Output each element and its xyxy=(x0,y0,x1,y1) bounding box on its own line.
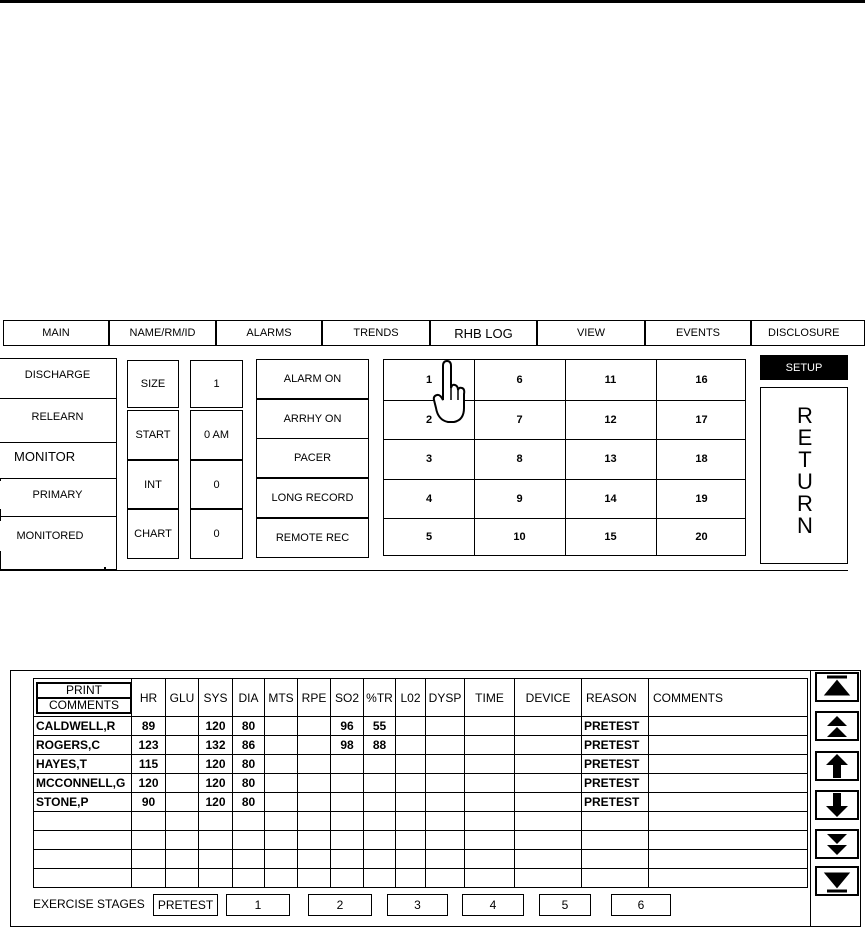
table-cell[interactable] xyxy=(364,831,396,850)
table-cell[interactable] xyxy=(331,812,364,831)
table-cell[interactable]: 96 xyxy=(331,717,364,736)
table-row[interactable] xyxy=(34,736,808,755)
table-cell[interactable] xyxy=(649,869,808,888)
table-cell[interactable] xyxy=(426,850,465,869)
table-cell[interactable] xyxy=(199,850,233,869)
table-cell[interactable] xyxy=(515,850,582,869)
column-header-dia[interactable]: DIA xyxy=(233,679,265,717)
return-letter: T xyxy=(798,447,812,472)
table-cell[interactable]: 132 xyxy=(199,736,233,755)
table-cell[interactable] xyxy=(364,812,396,831)
panel-bottom-rule xyxy=(0,570,848,571)
table-cell[interactable] xyxy=(364,850,396,869)
table-cell[interactable] xyxy=(465,793,515,812)
table-cell[interactable] xyxy=(426,831,465,850)
start-label: START xyxy=(127,410,179,460)
size-label: SIZE xyxy=(127,360,179,408)
table-cell[interactable] xyxy=(233,831,265,850)
pointing-hand-icon xyxy=(430,356,466,426)
table-cell[interactable] xyxy=(233,812,265,831)
table-cell[interactable] xyxy=(265,812,298,831)
bed-7-button[interactable]: 7 xyxy=(516,413,523,426)
table-cell[interactable] xyxy=(331,831,364,850)
page-down-icon xyxy=(819,829,855,859)
table-cell[interactable]: 55 xyxy=(364,717,396,736)
table-row[interactable] xyxy=(34,869,808,888)
table-cell[interactable] xyxy=(298,736,331,755)
print-comments-cell xyxy=(34,679,132,717)
table-cell[interactable] xyxy=(465,736,515,755)
table-cell[interactable] xyxy=(132,812,166,831)
table-cell[interactable] xyxy=(515,774,582,793)
bed-19-button[interactable]: 19 xyxy=(695,492,708,505)
table-row[interactable] xyxy=(34,850,808,869)
bed-16-button[interactable]: 16 xyxy=(695,374,708,386)
return-letter: R xyxy=(797,491,813,516)
table-cell[interactable] xyxy=(649,717,808,736)
table-cell[interactable]: 123 xyxy=(132,736,166,755)
table-cell[interactable] xyxy=(582,869,649,888)
table-cell[interactable]: PRETEST xyxy=(582,793,649,812)
column-header-time[interactable]: TIME xyxy=(465,679,515,717)
table-cell[interactable]: 90 xyxy=(132,793,166,812)
page-up-button[interactable] xyxy=(815,711,859,741)
table-cell[interactable]: 120 xyxy=(199,793,233,812)
stage-1-button[interactable]: 1 xyxy=(226,894,290,916)
left-button-panel xyxy=(0,358,117,570)
arrhy-on-button[interactable]: ARRHY ON xyxy=(256,399,369,439)
patient-name-cell[interactable] xyxy=(34,812,132,831)
start-value-field[interactable]: 0 AM xyxy=(190,410,243,460)
table-cell[interactable] xyxy=(265,869,298,888)
table-cell[interactable] xyxy=(298,755,331,774)
scroll-top-icon xyxy=(819,672,855,702)
table-cell[interactable] xyxy=(298,831,331,850)
table-cell[interactable]: PRETEST xyxy=(582,736,649,755)
table-cell[interactable] xyxy=(426,774,465,793)
table-cell[interactable] xyxy=(515,793,582,812)
table-cell[interactable] xyxy=(396,869,426,888)
table-cell[interactable]: 120 xyxy=(132,774,166,793)
table-cell[interactable] xyxy=(396,736,426,755)
table-cell[interactable] xyxy=(132,850,166,869)
tab-alarms[interactable]: ALARMS xyxy=(216,320,322,346)
comments-label: COMMENTS xyxy=(38,697,130,712)
table-cell[interactable]: 98 xyxy=(331,736,364,755)
table-cell[interactable] xyxy=(265,793,298,812)
patient-name-cell[interactable]: CALDWELL,R xyxy=(34,717,132,736)
table-cell[interactable] xyxy=(465,812,515,831)
table-cell[interactable] xyxy=(364,774,396,793)
table-cell[interactable] xyxy=(265,736,298,755)
table-cell[interactable] xyxy=(465,850,515,869)
bed-1-button[interactable]: 1 xyxy=(425,374,433,386)
scroll-divider xyxy=(810,670,811,927)
table-cell[interactable] xyxy=(649,831,808,850)
top-rule xyxy=(0,0,865,3)
stage-pretest-button[interactable]: PRETEST xyxy=(153,894,218,916)
table-cell[interactable] xyxy=(233,850,265,869)
column-header-hr[interactable]: HR xyxy=(132,679,166,717)
table-cell[interactable] xyxy=(331,850,364,869)
table-cell[interactable]: 80 xyxy=(233,774,265,793)
table-cell[interactable] xyxy=(426,812,465,831)
table-cell[interactable] xyxy=(233,869,265,888)
column-header-dysp[interactable]: DYSP xyxy=(426,679,465,717)
page-up-icon xyxy=(819,711,855,741)
bed-15-button[interactable]: 15 xyxy=(604,531,617,543)
bed-14-button[interactable]: 14 xyxy=(604,492,617,505)
table-cell[interactable] xyxy=(166,717,199,736)
table-cell[interactable] xyxy=(426,717,465,736)
tab-view[interactable]: VIEW xyxy=(537,320,645,346)
table-cell[interactable] xyxy=(515,717,582,736)
table-cell[interactable] xyxy=(515,831,582,850)
table-cell[interactable] xyxy=(298,793,331,812)
table-cell[interactable] xyxy=(265,755,298,774)
table-cell[interactable]: 120 xyxy=(199,755,233,774)
bed-13-button[interactable]: 13 xyxy=(604,453,617,465)
bed-9-button[interactable]: 9 xyxy=(516,492,523,505)
monitor-status: MONITOR xyxy=(14,445,94,467)
return-button[interactable] xyxy=(760,387,848,564)
table-cell[interactable] xyxy=(364,793,396,812)
return-letter: E xyxy=(797,425,813,450)
patient-name-cell[interactable]: STONE,P xyxy=(34,793,132,812)
setup-button[interactable]: SETUP xyxy=(760,355,848,380)
table-cell[interactable] xyxy=(166,736,199,755)
column-header-glu[interactable]: GLU xyxy=(166,679,199,717)
table-cell[interactable] xyxy=(166,850,199,869)
int-value-field[interactable]: 0 xyxy=(190,460,243,509)
stage-3-button[interactable]: 3 xyxy=(387,894,448,916)
scroll-bottom-icon xyxy=(819,866,855,896)
bed-17-button[interactable]: 17 xyxy=(695,413,708,426)
table-cell[interactable] xyxy=(199,869,233,888)
table-cell[interactable] xyxy=(396,717,426,736)
stage-2-button[interactable]: 2 xyxy=(308,894,372,916)
bed-18-button[interactable]: 18 xyxy=(695,453,708,465)
table-row[interactable] xyxy=(34,717,808,736)
table-row[interactable] xyxy=(34,774,808,793)
line-down-icon xyxy=(819,790,855,820)
tab-disclosure[interactable]: DISCLOSURE xyxy=(751,320,865,346)
dot xyxy=(104,567,106,569)
table-cell[interactable] xyxy=(396,793,426,812)
table-cell[interactable] xyxy=(426,755,465,774)
table-cell[interactable] xyxy=(166,793,199,812)
column-header-so2[interactable]: SO2 xyxy=(331,679,364,717)
column-header-l02[interactable]: L02 xyxy=(396,679,426,717)
table-cell[interactable]: 80 xyxy=(233,793,265,812)
chart-value-field[interactable]: 0 xyxy=(190,509,243,559)
table-cell[interactable] xyxy=(426,793,465,812)
table-cell[interactable] xyxy=(396,831,426,850)
table-cell[interactable] xyxy=(132,831,166,850)
table-cell[interactable] xyxy=(364,755,396,774)
table-cell[interactable] xyxy=(465,774,515,793)
table-cell[interactable] xyxy=(649,755,808,774)
scroll-top-button[interactable] xyxy=(815,672,859,702)
tab-events[interactable]: EVENTS xyxy=(645,320,751,346)
table-cell[interactable] xyxy=(166,774,199,793)
table-cell[interactable] xyxy=(515,869,582,888)
column-header-comments[interactable]: COMMENTS xyxy=(649,679,808,717)
table-cell[interactable] xyxy=(265,831,298,850)
table-cell[interactable] xyxy=(649,812,808,831)
table-cell[interactable] xyxy=(396,850,426,869)
table-cell[interactable]: 120 xyxy=(199,774,233,793)
table-cell[interactable] xyxy=(199,812,233,831)
tab-trends[interactable]: TRENDS xyxy=(322,320,430,346)
table-cell[interactable] xyxy=(265,774,298,793)
table-cell[interactable] xyxy=(582,831,649,850)
bed-20-button[interactable]: 20 xyxy=(695,531,708,543)
table-cell[interactable] xyxy=(265,850,298,869)
table-cell[interactable]: 80 xyxy=(233,755,265,774)
table-cell[interactable] xyxy=(265,717,298,736)
column-header-rpe[interactable]: RPE xyxy=(298,679,331,717)
table-cell[interactable] xyxy=(199,831,233,850)
table-cell[interactable] xyxy=(298,774,331,793)
tab-main[interactable]: MAIN xyxy=(3,320,109,346)
table-cell[interactable] xyxy=(465,755,515,774)
stage-4-button[interactable]: 4 xyxy=(462,894,524,916)
discharge-button[interactable]: DISCHARGE xyxy=(0,360,115,390)
table-cell[interactable] xyxy=(426,736,465,755)
scroll-bottom-button[interactable] xyxy=(815,866,859,896)
table-cell[interactable]: 88 xyxy=(364,736,396,755)
rhb-log-table xyxy=(33,678,808,888)
bed-4-button[interactable]: 4 xyxy=(425,492,433,505)
table-cell[interactable] xyxy=(649,774,808,793)
table-cell[interactable] xyxy=(465,717,515,736)
print-label: PRINT xyxy=(66,682,102,697)
table-cell[interactable] xyxy=(515,755,582,774)
stage-5-button[interactable]: 5 xyxy=(539,894,591,916)
table-cell[interactable] xyxy=(298,717,331,736)
bed-6-button[interactable]: 6 xyxy=(516,374,523,386)
table-cell[interactable] xyxy=(166,755,199,774)
patient-name-cell[interactable] xyxy=(34,850,132,869)
table-cell[interactable] xyxy=(331,755,364,774)
column-header-reason[interactable]: REASON xyxy=(582,679,649,717)
table-cell[interactable] xyxy=(166,812,199,831)
table-cell[interactable]: PRETEST xyxy=(582,717,649,736)
column-header-mts[interactable]: MTS xyxy=(265,679,298,717)
table-row[interactable] xyxy=(34,755,808,774)
table-cell[interactable]: 86 xyxy=(233,736,265,755)
table-cell[interactable] xyxy=(166,831,199,850)
patient-name-cell[interactable] xyxy=(34,831,132,850)
table-cell[interactable] xyxy=(364,869,396,888)
table-cell[interactable] xyxy=(298,812,331,831)
pacer-button[interactable]: PACER xyxy=(256,438,369,478)
patient-name-cell[interactable] xyxy=(34,869,132,888)
table-cell[interactable] xyxy=(298,850,331,869)
column-header-sys[interactable]: SYS xyxy=(199,679,233,717)
table-cell[interactable] xyxy=(465,831,515,850)
patient-name-cell[interactable]: MCCONNELL,G xyxy=(34,774,132,793)
table-cell[interactable] xyxy=(426,869,465,888)
table-row[interactable] xyxy=(34,812,808,831)
exercise-stages-label: EXERCISE STAGES xyxy=(33,897,145,911)
table-cell[interactable] xyxy=(298,869,331,888)
column-header-device[interactable]: DEVICE xyxy=(515,679,582,717)
relearn-button[interactable]: RELEARN xyxy=(0,402,115,432)
return-letter: U xyxy=(797,469,813,494)
monitored-button[interactable]: MONITORED xyxy=(0,521,100,551)
table-cell[interactable] xyxy=(582,812,649,831)
table-cell[interactable] xyxy=(465,869,515,888)
table-cell[interactable] xyxy=(649,850,808,869)
table-cell[interactable] xyxy=(331,774,364,793)
remote-rec-button[interactable]: REMOTE REC xyxy=(256,518,369,558)
table-row[interactable] xyxy=(34,793,808,812)
table-cell[interactable] xyxy=(649,793,808,812)
table-cell[interactable] xyxy=(331,793,364,812)
bed-2-button[interactable]: 2 xyxy=(425,413,433,426)
stage-6-button[interactable]: 6 xyxy=(611,894,671,916)
table-row[interactable] xyxy=(34,831,808,850)
table-cell[interactable]: PRETEST xyxy=(582,774,649,793)
int-label: INT xyxy=(127,460,179,509)
table-cell[interactable] xyxy=(396,812,426,831)
tab-name-rm-id[interactable]: NAME/RM/ID xyxy=(109,320,216,346)
table-cell[interactable] xyxy=(582,850,649,869)
table-cell[interactable] xyxy=(396,755,426,774)
table-cell[interactable] xyxy=(515,736,582,755)
return-letter: N xyxy=(797,513,813,538)
table-cell[interactable] xyxy=(396,774,426,793)
table-cell[interactable]: 89 xyxy=(132,717,166,736)
long-record-button[interactable]: LONG RECORD xyxy=(256,478,369,518)
bed-3-button[interactable]: 3 xyxy=(425,453,433,465)
table-cell[interactable]: 120 xyxy=(199,717,233,736)
table-cell[interactable] xyxy=(166,869,199,888)
bed-5-button[interactable]: 5 xyxy=(425,531,433,543)
line-down-button[interactable] xyxy=(815,790,859,820)
alarm-on-button[interactable]: ALARM ON xyxy=(256,359,369,399)
table-cell[interactable]: 115 xyxy=(132,755,166,774)
bed-8-button[interactable]: 8 xyxy=(516,453,523,465)
patient-name-cell[interactable]: ROGERS,C xyxy=(34,736,132,755)
table-cell[interactable] xyxy=(515,812,582,831)
print-comments-button[interactable] xyxy=(36,682,132,714)
return-letter: R xyxy=(797,403,813,428)
bed-12-button[interactable]: 12 xyxy=(604,413,617,426)
table-cell[interactable]: 80 xyxy=(233,717,265,736)
column-header-tr[interactable]: %TR xyxy=(364,679,396,717)
table-cell[interactable] xyxy=(331,869,364,888)
size-value-field[interactable]: 1 xyxy=(190,360,243,408)
patient-name-cell[interactable]: HAYES,T xyxy=(34,755,132,774)
tab-rhb-log[interactable]: RHB LOG xyxy=(430,320,537,346)
table-cell[interactable] xyxy=(132,869,166,888)
primary-button[interactable]: PRIMARY xyxy=(0,481,115,509)
page-down-button[interactable] xyxy=(815,829,859,859)
bed-11-button[interactable]: 11 xyxy=(604,374,617,386)
table-cell[interactable]: PRETEST xyxy=(582,755,649,774)
bed-10-button[interactable]: 10 xyxy=(513,531,526,543)
line-up-icon xyxy=(819,751,855,781)
table-cell[interactable] xyxy=(649,736,808,755)
line-up-button[interactable] xyxy=(815,751,859,781)
chart-label: CHART xyxy=(127,509,179,559)
